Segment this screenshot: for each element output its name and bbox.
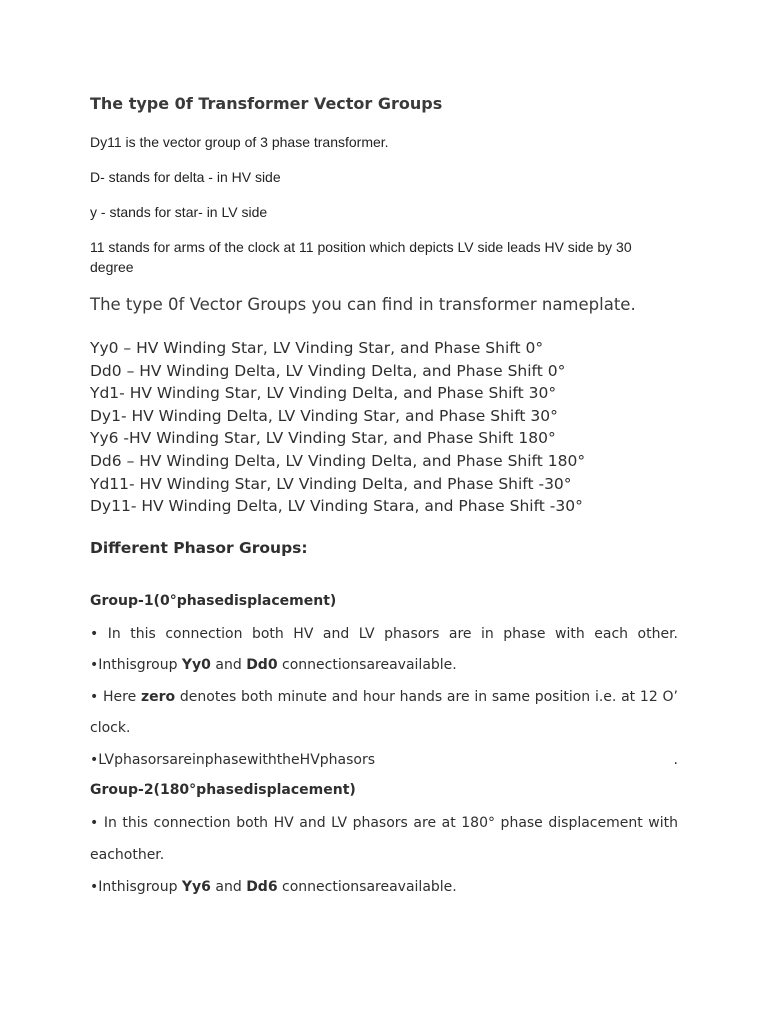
- group-2-bullet-1-continued: eachother.: [90, 847, 165, 863]
- group-2-bold-yy6: Yy6: [181, 879, 211, 895]
- intro-line-4: 11 stands for arms of the clock at 11 position which depicts LV side leads HV side by 30 degree: [90, 239, 632, 275]
- vector-group-item: Yd1- HV Winding Star, LV Vinding Delta, and Phase Shift 30°: [90, 384, 557, 403]
- group-1-bullet-1: • In this connection both HV and LV phasors are in phase with each other.: [90, 626, 678, 642]
- group-1-bold-dd0: Dd0: [246, 657, 278, 673]
- page-title: The type 0f Transformer Vector Groups: [90, 94, 443, 113]
- group-1-bold-yy0: Yy0: [181, 657, 211, 673]
- group-1-bullet-3-continued: clock.: [90, 720, 131, 736]
- vector-group-item: Dy1- HV Winding Delta, LV Vinding Star, and Phase Shift 30°: [90, 406, 558, 425]
- vector-group-item: Dd0 – HV Winding Delta, LV Vinding Delta, and Phase Shift 0°: [90, 361, 566, 380]
- lead-paragraph: The type 0f Vector Groups you can find in transformer nameplate.: [90, 295, 636, 314]
- vector-group-item: Yd11- HV Winding Star, LV Vinding Delta, and Phase Shift -30°: [90, 474, 572, 493]
- group-1-bullet-2: •Inthisgroup Yy0 and Dd0 connectionsareavailable.: [90, 657, 457, 673]
- vector-group-item: Yy0 – HV Winding Star, LV Vinding Star, and Phase Shift 0°: [90, 339, 544, 357]
- group-2-bullet-2: •Inthisgroup Yy6 and Dd6 connectionsareavailable.: [90, 879, 457, 895]
- group-2-heading: Group-2(180°phasedisplacement): [90, 782, 356, 798]
- group-1-bullet-4: •LVphasorsareinphasewiththeHVphasors .: [90, 752, 678, 768]
- intro-line-2: D- stands for delta - in HV side: [90, 169, 281, 185]
- group-2-bold-dd6: Dd6: [246, 879, 278, 895]
- vector-group-list: [90, 337, 585, 518]
- group-1-bold-zero: zero: [140, 689, 176, 705]
- vector-group-item: Dy11- HV Winding Delta, LV Vinding Stara, and Phase Shift -30°: [90, 497, 583, 516]
- intro-line-3: y - stands for star- in LV side: [90, 204, 268, 220]
- vector-group-item: Yy6 -HV Winding Star, LV Vinding Star, and Phase Shift 180°: [90, 429, 556, 448]
- vector-group-item: Dd6 – HV Winding Delta, LV Vinding Delta, and Phase Shift 180°: [90, 451, 586, 470]
- intro-line-1: Dy11 is the vector group of 3 phase transformer.: [90, 134, 389, 150]
- group-2-bullet-1: • In this connection both HV and LV phasors are at 180° phase displacement with: [90, 815, 678, 831]
- phasor-groups-heading: Different Phasor Groups:: [90, 539, 308, 557]
- group-1-heading: Group-1(0°phasedisplacement): [90, 593, 337, 609]
- group-1-bullet-3: • Here zero denotes both minute and hour hands are in same position i.e. at 12 O’: [90, 689, 678, 705]
